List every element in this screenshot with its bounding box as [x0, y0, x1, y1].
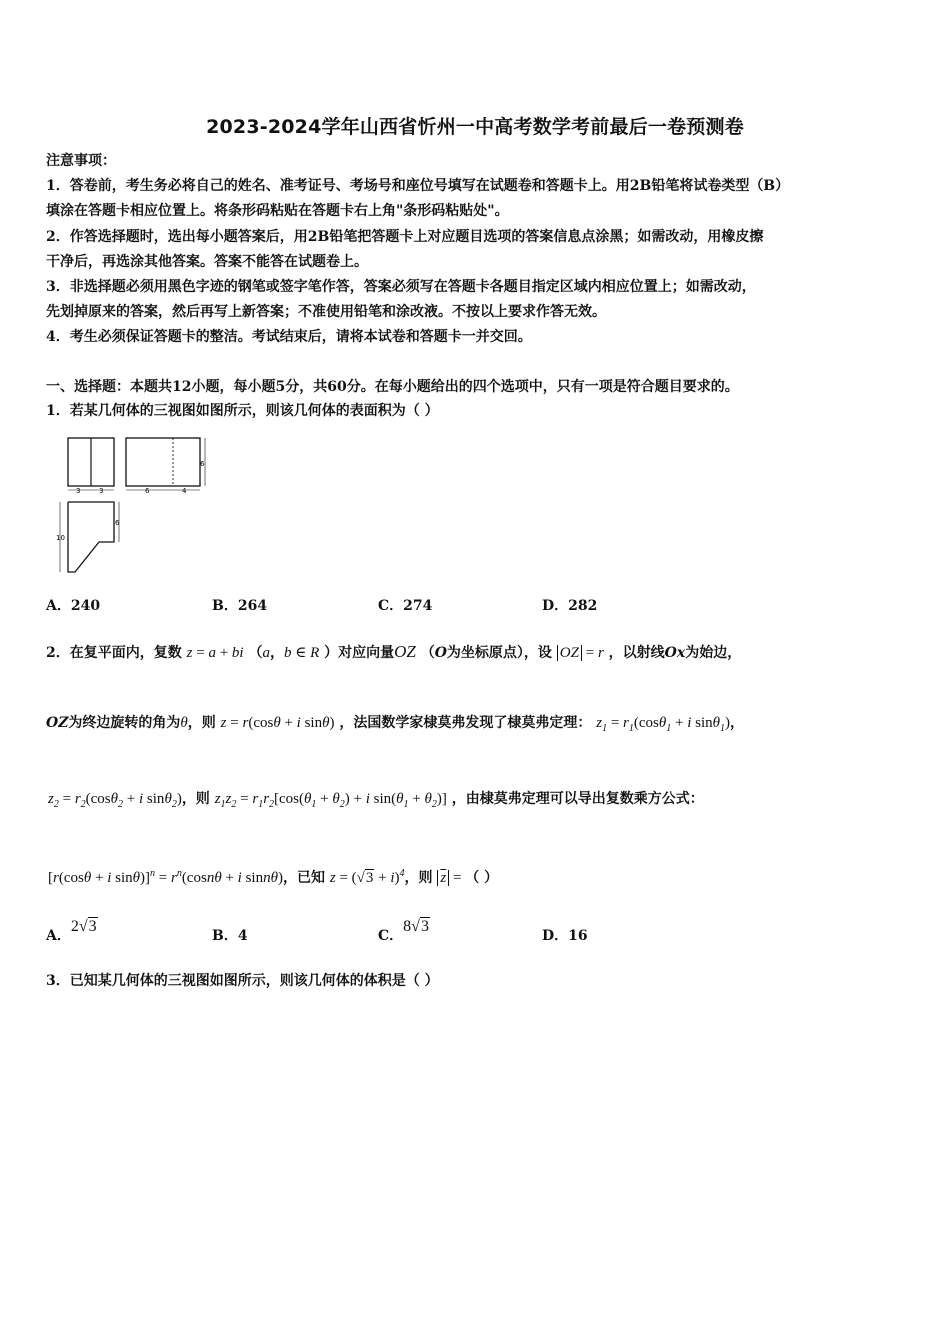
page-title: 2023-2024学年山西省忻州一中高考数学考前最后一卷预测卷 — [206, 116, 744, 138]
option-b[interactable]: B．264 — [212, 598, 268, 614]
notice-line: 1．答卷前，考生务必将自己的姓名、准考证号、考场号和座位号填写在试题卷和答题卡上。用2B铅笔将试卷类型（B） — [46, 178, 790, 194]
question-2-line-1: 2．在复平面内，复数 z = a + bi （a，b ∈ R ）对应向量OZ （O为坐标原点），设 OZ = r ，以射线Ox为始边， — [46, 642, 742, 661]
dim-label: 3 — [76, 487, 81, 495]
dim-label: 4 — [182, 487, 187, 495]
option-d[interactable]: D．282 — [542, 598, 598, 614]
dim-label: 6 — [200, 460, 205, 468]
notice-line: 4．考生必须保证答题卡的整洁。考试结束后，请将本试卷和答题卡一并交回。 — [46, 329, 532, 345]
question-2-line-4: [r(cosθ + i $\sin\theta)]^n = r^n(\cos n\theta + i$ sinnθ)，已知 $z = (√3 + i)^4$，则 $\overline{z}$ = （ ） — [48, 868, 499, 886]
dim-label: 10 — [56, 534, 65, 542]
option-d[interactable]: D．16 — [542, 928, 588, 944]
notice-line: 2．作答选择题时，选出每小题答案后，用2B铅笔把答题卡上对应题目选项的答案信息点涂黑；如需改动，用橡皮擦 — [46, 229, 764, 245]
option-c[interactable]: C．8√3 — [378, 918, 429, 944]
question-2-line-2: OZ为终边旋转的角为θ，则 z = r(cosθ + i sinθ) ，法国数学家棣莫弗发现了棣莫弗定理： $z_1 = r_1(\cos\theta_1 + i$ sinθ$_1$)， — [46, 715, 745, 734]
notice-line: 填涂在答题卡相应位置上。将条形码粘贴在答题卡右上角"条形码粘贴处"。 — [46, 203, 509, 219]
notice-heading: 注意事项： — [46, 153, 116, 169]
side-view — [126, 438, 200, 486]
option-b[interactable]: B．4 — [212, 928, 248, 944]
question-3-stem: 3．已知某几何体的三视图如图所示，则该几何体的体积是（ ） — [46, 973, 439, 989]
section-heading: 一、选择题：本题共12小题，每小题5分，共60分。在每小题给出的四个选项中，只有一项是符合题目要求的。 — [46, 379, 739, 395]
notice-line: 3．非选择题必须用黑色字迹的钢笔或签字笔作答，答案必须写在答题卡各题目指定区域内相应位置上；如需改动， — [46, 279, 756, 295]
question-1-stem: 1．若某几何体的三视图如图所示，则该几何体的表面积为（ ） — [46, 403, 439, 419]
option-c[interactable]: C．274 — [378, 598, 433, 614]
three-view-figure — [55, 432, 215, 582]
question-2-line-3: $z_2 = r_2(\cos\theta_2 + i$ sinθ$_2$)，则 $z_1z_2 = r_1r_2[\cos(\theta_1 + \theta_2) + i$ $\sin(\theta_1 + \theta_2)$] ，由棣莫弗定理可以导出复数乘方公式： — [48, 791, 704, 810]
notice-line: 干净后，再选涂其他答案。答案不能答在试题卷上。 — [46, 254, 368, 270]
top-view — [68, 502, 114, 572]
dim-label: 6 — [115, 519, 120, 527]
notice-line: 先划掉原来的答案，然后再写上新答案；不准使用铅笔和涂改液。不按以上要求作答无效。 — [46, 304, 606, 320]
dim-label: 3 — [99, 487, 104, 495]
dim-label: 6 — [145, 487, 150, 495]
option-a[interactable]: A．240 — [46, 598, 101, 614]
option-a[interactable]: A．2√3 — [46, 918, 97, 944]
